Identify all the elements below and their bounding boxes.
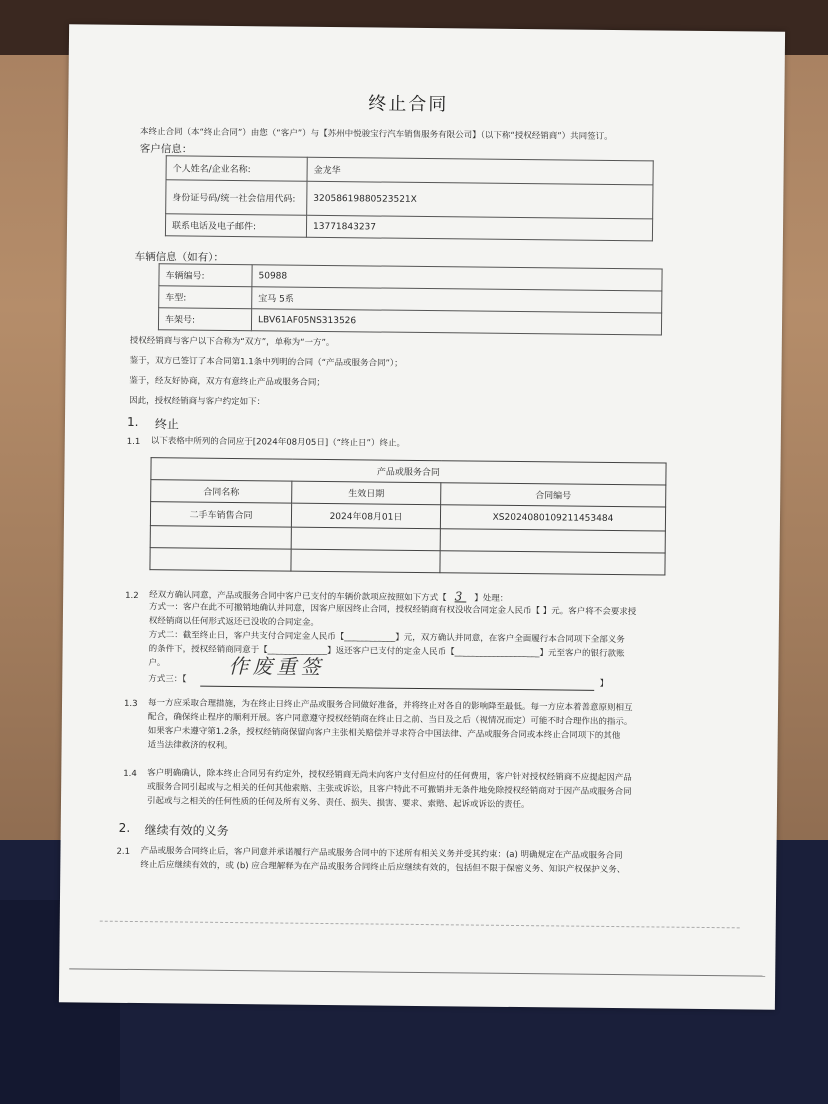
whereas-clause-1: 鉴于，双方已签订了本合同第1.1条中列明的合同（“产品或服务合同”）； [129, 355, 403, 369]
clause-1-3-number: 1.3 [123, 698, 138, 710]
clause-1-2-intro-end: 】处理： [474, 593, 509, 604]
field-value: 13771843237 [306, 215, 652, 241]
footer-divider-dashed [100, 921, 740, 929]
clause-2-1-number: 2.1 [116, 846, 131, 857]
section-2-title: 继续有效的义务 [144, 823, 229, 838]
clause-2-1-line-b: 终止后应继续有效的，或 (b) 应合理解释为在产品或服务合同终止后应继续有效的，包括但不限于保密义务、知识产权保护义务、 [140, 860, 626, 876]
field-label: 车架号: [158, 308, 251, 331]
field-label: 联系电话及电子邮件: [165, 214, 306, 237]
party-definition: 授权经销商与客户以下合称为“双方”，单称为“一方”。 [129, 335, 335, 349]
clause-1-3-line-a: 每一方应采取合理措施，为在终止日终止产品或服务合同做好准备，并将终止对各自的影响降至最低。每一方应本着善意原则相互 [147, 698, 633, 714]
cell-contract-number: XS20240801092114534​84 [440, 505, 665, 531]
method-3-line [148, 653, 609, 691]
table-row [165, 214, 652, 241]
header-contract-number: 合同编号 [441, 483, 666, 507]
whereas-clause-2: 鉴于，经友好协商，双方有意终止产品或服务合同； [129, 375, 325, 388]
clause-1-4-line-b: 或服务合同引起或与之相关的任何其他索赔、主张或诉讼，且客户特此不可撤销并无条件地免除授权经销商对于因产品或服务合同 [147, 782, 632, 798]
clause-1-2-number: 1.2 [125, 590, 139, 602]
contract-paper [59, 24, 785, 1009]
header-effective-date: 生效日期 [292, 481, 441, 505]
clause-1-4-line-a: 客户明确确认，除本终止合同另有约定外，授权经销商无尚未向客户支付但应付的任何费用，客户针对授权经销商不应提起因产品 [147, 768, 632, 784]
product-contract-table [149, 457, 666, 575]
method-3-close: 】 [599, 678, 609, 689]
clause-1-2-intro: 经双方确认同意，产品或服务合同中客户已支付的车辆价款项应按照如下方式【 [149, 590, 447, 604]
handwritten-choice: 3 [454, 589, 467, 604]
table-caption: 产品或服务合同 [151, 458, 666, 485]
table-row-empty [150, 548, 665, 575]
field-value: 宝马 5系 [252, 287, 662, 313]
field-label: 个人姓名/企业名称: [166, 156, 307, 181]
field-label: 车型: [159, 286, 252, 309]
section-1-title: 终止 [154, 417, 180, 432]
customer-info-table [165, 155, 654, 241]
table-row [158, 308, 661, 335]
header-contract-name: 合同名称 [151, 480, 292, 503]
field-value: 32058619880523521X [307, 181, 653, 219]
handwritten-signature-note: 作废重签 [228, 653, 325, 679]
section-2-number: 2. [118, 820, 131, 835]
clause-1-1-text: 以下表格中所列的合同应于[2024年08月05日]（“终止日”）终止。 [150, 436, 406, 449]
method-3-label: 方式三：【 [148, 674, 187, 685]
method-2-line-c: 户。 [148, 658, 166, 669]
vehicle-info-table [158, 263, 663, 335]
customer-info-label: 客户信息： [139, 143, 193, 156]
field-value: LBV61AF05NS313526 [251, 309, 661, 335]
field-value: 金龙华 [307, 157, 653, 185]
field-value: 50988 [252, 265, 662, 291]
method-3-underline [200, 686, 594, 691]
field-label: 车辆编号: [159, 264, 252, 287]
footer-divider-solid [69, 968, 765, 976]
section-1-number: 1. [126, 414, 139, 430]
intro-paragraph: 本终止合同（本“终止合同”）由您（“客户”）与【苏州中悦骏宝行汽车销售服务有限公司】（以下称“授权经销商”）共同签订。 [139, 127, 613, 142]
method-1-line-a: 方式一：客户在此不可撤销地确认并同意，因客户原因终止合同，授权经销商有权没收合同定金人民币【 】元。客户将不会要求授 [148, 602, 637, 618]
vehicle-info-label: 车辆信息（如有）： [134, 250, 225, 264]
method-2-line-a: 方式二：截至终止日，客户共支付合同定金人民币【____________】元，双方确认并同意，在客户全面履行本合同项下全部义务 [148, 630, 625, 646]
table-row [166, 180, 653, 219]
clause-1-3-line-b: 配合，确保终止程序的顺利开展。客户同意遵守授权经销商在终止日之前、当日及之后（视情况而定）可能不时合理作出的指示。 [147, 712, 633, 728]
clause-1-3-line-d: 适当法律救济的权利。 [147, 740, 233, 752]
field-label: 身份证号码/统一社会信用代码: [166, 180, 307, 215]
agreement-statement: 因此，授权经销商与客户约定如下： [129, 395, 266, 408]
clause-2-1-line-a: 产品或服务合同终止后，客户同意并承诺履行产品或服务合同中的下述所有相关义务并受其约束：(a) 明确规定在产品或服务合同 [140, 846, 623, 862]
document-title: 终止合同 [368, 93, 449, 116]
method-2-line-b: 的条件下，授权经销商同意于【______________】返还客户已支付的定金人民币【____________________】元至客户的银行款账 [148, 644, 625, 660]
clause-1-1-number: 1.1 [126, 436, 141, 448]
clause-1-4-line-c: 引起或与之相关的任何性质的任何及所有义务、责任、损失、损害、要求、索赔、起诉或诉讼的责任。 [146, 796, 530, 811]
clause-1-4-number: 1.4 [123, 768, 137, 780]
clause-1-3-line-c: 如果客户未遵守第1.2条，授权经销商保留向客户主张相关赔偿并寻求符合中国法律、产品或服务合同或本终止合同项下的其他 [147, 726, 621, 742]
method-1-line-b: 权经销商以任何形式返还已没收的合同定金。 [148, 616, 319, 628]
cell-contract-name: 二手车销售合同 [150, 502, 291, 527]
cell-effective-date: 2024年08月01日 [291, 503, 440, 529]
